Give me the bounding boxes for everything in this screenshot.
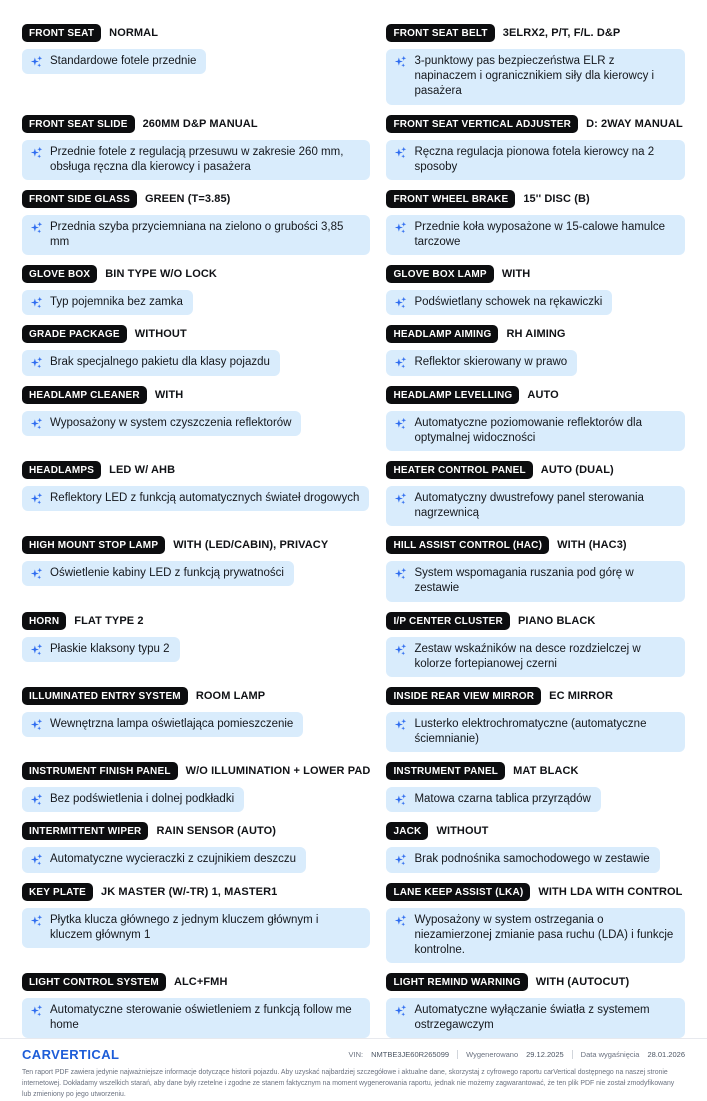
equipment-description-box [386, 486, 685, 526]
equipment-description-box [386, 350, 577, 375]
ai-sparkles-icon [30, 146, 43, 159]
equipment-item [22, 973, 370, 1038]
equipment-description-text: Automatyczny dwustrefowy panel sterowania nagrzewnicą [414, 491, 644, 520]
equipment-value: WITH (LED/CABIN), PRIVACY [173, 539, 329, 552]
equipment-value: FLAT TYPE 2 [74, 614, 144, 627]
equipment-description-text: Płytka klucza głównego z jednym kluczem głównym i kluczem głównym 1 [50, 913, 319, 941]
equipment-description-text: Typ pojemnika bez zamka [50, 296, 183, 309]
equipment-description-box [22, 49, 206, 74]
ai-sparkles-icon [394, 643, 407, 656]
equipment-item [22, 612, 370, 662]
equipment-value: 260MM D&P MANUAL [142, 117, 258, 130]
ai-sparkles-icon [30, 793, 43, 806]
ai-sparkles-icon [394, 567, 407, 580]
equipment-description-box [386, 998, 685, 1038]
equipment-value: AUTO [527, 388, 559, 401]
ai-sparkles-icon [394, 296, 407, 309]
equipment-label-badge: GRADE PACKAGE [22, 325, 127, 343]
equipment-value: GREEN (T=3.85) [144, 192, 231, 205]
ai-sparkles-icon [394, 55, 407, 68]
equipment-item [386, 190, 685, 255]
equipment-item-header [386, 973, 685, 991]
equipment-label-badge: HORN [22, 612, 66, 630]
meta-divider [457, 1050, 458, 1059]
equipment-label-badge: LIGHT REMIND WARNING [386, 973, 527, 991]
equipment-item-header [22, 386, 370, 404]
equipment-item [22, 190, 370, 255]
equipment-description-box [22, 140, 370, 180]
equipment-value: WITHOUT [134, 328, 187, 341]
equipment-description-box [386, 787, 600, 812]
equipment-description-text: Podświetlany schowek na rękawiczki [414, 296, 603, 309]
equipment-description-box [22, 486, 369, 511]
equipment-description-text: System wspomagania ruszania pod górę w zestawie [414, 567, 634, 595]
equipment-description-box [22, 290, 193, 315]
equipment-item [386, 461, 685, 526]
equipment-description-box [386, 561, 685, 601]
equipment-description-text: Automatyczne sterowanie oświetleniem z funkcją follow me home [50, 1004, 352, 1032]
equipment-description-box [386, 140, 685, 180]
equipment-description-box [22, 411, 301, 436]
equipment-item-header [386, 115, 685, 133]
equipment-item [386, 822, 685, 872]
equipment-value: WITH (AUTOCUT) [535, 976, 630, 989]
ai-sparkles-icon [394, 221, 407, 234]
equipment-description-text: Zestaw wskaźników na desce rozdzielczej w kolorze fortepianowej czerni [414, 642, 641, 670]
equipment-description-text: Automatyczne wycieraczki z czujnikiem deszczu [50, 853, 297, 866]
equipment-description-box [386, 637, 685, 677]
equipment-item-header [22, 190, 370, 208]
equipment-item [22, 883, 370, 948]
equipment-item [22, 325, 370, 375]
equipment-item-header [22, 265, 370, 283]
vin-value: NMTBE3JE60R265099 [371, 1050, 450, 1060]
ai-sparkles-icon [30, 1004, 43, 1017]
equipment-item-header [386, 325, 685, 343]
equipment-value: W/O ILLUMINATION + LOWER PAD [185, 765, 371, 778]
equipment-label-badge: ILLUMINATED ENTRY SYSTEM [22, 687, 188, 705]
equipment-description-box [22, 637, 180, 662]
equipment-label-badge: INSTRUMENT FINISH PANEL [22, 762, 178, 780]
equipment-value: D: 2WAY MANUAL [586, 117, 683, 130]
equipment-description-text: Ręczna regulacja pionowa fotela kierowcy na 2 sposoby [414, 145, 655, 173]
equipment-value: EC MIRROR [549, 689, 614, 702]
ai-sparkles-icon [394, 793, 407, 806]
equipment-label-badge: HIGH MOUNT STOP LAMP [22, 536, 165, 554]
equipment-label-badge: GLOVE BOX [22, 265, 97, 283]
equipment-description-text: Przednie koła wyposażone w 15-calowe hamulce tarczowe [414, 220, 666, 249]
ai-sparkles-icon [394, 914, 407, 927]
equipment-label-badge: JACK [386, 822, 428, 840]
equipment-value: LED W/ AHB [109, 463, 176, 476]
equipment-value: WITH [154, 388, 184, 401]
equipment-value: JK MASTER (W/-TR) 1, MASTER1 [101, 885, 278, 898]
equipment-item-header [386, 687, 685, 705]
equipment-item-header [386, 883, 685, 901]
equipment-item-header [22, 325, 370, 343]
equipment-label-badge: LIGHT CONTROL SYSTEM [22, 973, 166, 991]
equipment-description-text: Wyposażony w system czyszczenia reflektorów [50, 416, 292, 429]
report-meta [349, 1050, 685, 1059]
equipment-item [386, 115, 685, 180]
equipment-label-badge: INTERMITTENT WIPER [22, 822, 148, 840]
equipment-item-header [386, 24, 685, 42]
equipment-label-badge: FRONT SEAT SLIDE [22, 115, 135, 133]
equipment-label-badge: I/P CENTER CLUSTER [386, 612, 510, 630]
ai-sparkles-icon [394, 492, 407, 505]
equipment-item-header [22, 883, 370, 901]
equipment-description-text: Bez podświetlenia i dolnej podkładki [50, 793, 235, 806]
equipment-item [22, 536, 370, 586]
equipment-item [386, 612, 685, 677]
ai-sparkles-icon [30, 567, 43, 580]
equipment-description-box [386, 712, 685, 752]
equipment-label-badge: HEADLAMP LEVELLING [386, 386, 519, 404]
equipment-label-badge: FRONT WHEEL BRAKE [386, 190, 515, 208]
equipment-value: MAT BLACK [513, 765, 579, 778]
ai-sparkles-icon [394, 718, 407, 731]
equipment-description-box [22, 908, 370, 948]
equipment-item-header [22, 762, 370, 780]
ai-sparkles-icon [30, 853, 43, 866]
equipment-value: BIN TYPE W/O LOCK [105, 268, 217, 281]
equipment-label-badge: HEADLAMP AIMING [386, 325, 498, 343]
equipment-description-box [386, 215, 685, 255]
equipment-value: RAIN SENSOR (AUTO) [156, 825, 277, 838]
equipment-label-badge: FRONT SIDE GLASS [22, 190, 137, 208]
equipment-description-box [386, 908, 685, 964]
equipment-description-box [386, 290, 612, 315]
equipment-value: 15'' DISC (B) [523, 192, 590, 205]
footer-top-row [22, 1047, 685, 1062]
equipment-value: NORMAL [109, 27, 159, 39]
equipment-description-text: Lusterko elektrochromatyczne (automatyczne ściemnianie) [414, 717, 647, 746]
equipment-item-header [22, 687, 370, 705]
equipment-item [22, 265, 370, 315]
equipment-description-text: Przednie fotele z regulacją przesuwu w zakresie 260 mm, obsługa ręczna dla kierowcy i pasażera [50, 145, 344, 173]
equipment-description-text: Brak specjalnego pakietu dla klasy pojazdu [50, 356, 270, 369]
ai-sparkles-icon [30, 55, 43, 68]
ai-sparkles-icon [30, 718, 43, 731]
equipment-label-badge: FRONT SEAT BELT [386, 24, 494, 42]
equipment-item [22, 822, 370, 872]
equipment-item-header [386, 612, 685, 630]
equipment-description-box [22, 561, 294, 586]
equipment-item [22, 687, 370, 737]
equipment-item-header [386, 386, 685, 404]
equipment-item-header [386, 536, 685, 554]
equipment-item-header [22, 973, 370, 991]
equipment-label-badge: HILL ASSIST CONTROL (HAC) [386, 536, 549, 554]
equipment-description-text: Oświetlenie kabiny LED z funkcją prywatności [50, 567, 284, 580]
equipment-description-text: Wyposażony w system ostrzegania o niezamierzonej zmianie pasa ruchu (LDA) i funkcje kontrolne. [414, 913, 674, 956]
equipment-description-box [22, 787, 244, 812]
equipment-item [386, 973, 685, 1038]
equipment-label-badge: KEY PLATE [22, 883, 93, 901]
equipment-label-badge: FRONT SEAT [22, 24, 101, 42]
equipment-description-text: Matowa czarna tablica przyrządów [414, 793, 591, 806]
equipment-description-text: 3-punktowy pas bezpieczeństwa ELR z napinaczem i ogranicznikiem siły dla kierowcy i pasażera [414, 55, 655, 98]
equipment-value: WITHOUT [436, 825, 489, 838]
equipment-item-header [386, 190, 685, 208]
ai-sparkles-icon [394, 417, 407, 430]
expiry-label: Data wygaśnięcia [580, 1050, 640, 1060]
equipment-value: ROOM LAMP [195, 689, 266, 702]
equipment-item [386, 265, 685, 315]
equipment-item-header [386, 762, 685, 780]
equipment-item [386, 762, 685, 812]
equipment-value: PIANO BLACK [517, 614, 596, 627]
equipment-description-box [22, 350, 280, 375]
equipment-item-header [22, 822, 370, 840]
equipment-description-box [22, 998, 370, 1038]
equipment-value: AUTO (DUAL) [540, 463, 614, 476]
ai-sparkles-icon [30, 417, 43, 430]
generated-label: Wygenerowano [466, 1050, 519, 1060]
equipment-item [22, 24, 370, 74]
equipment-description-text: Reflektor skierowany w prawo [414, 356, 568, 369]
equipment-value: 3ELRX2, P/T, F/L. D&P [502, 27, 621, 39]
equipment-item-header [386, 461, 685, 479]
equipment-value: WITH LDA WITH CONTROL [538, 885, 683, 898]
equipment-description-box [386, 411, 685, 451]
ai-sparkles-icon [30, 914, 43, 927]
equipment-value: WITH [501, 268, 531, 281]
equipment-description-text: Reflektory LED z funkcją automatycznych świateł drogowych [50, 491, 360, 504]
ai-sparkles-icon [30, 296, 43, 309]
equipment-item [22, 461, 370, 511]
equipment-item-header [22, 115, 370, 133]
carvertical-logo: CARVERTICAL [22, 1047, 120, 1063]
equipment-label-badge: HEATER CONTROL PANEL [386, 461, 532, 479]
equipment-description-text: Automatyczne wyłączanie światła z systemem ostrzegawczym [414, 1004, 650, 1032]
generated-date: 29.12.2025 [526, 1050, 564, 1060]
equipment-description-text: Przednia szyba przyciemniana na zielono o grubości 3,85 mm [50, 220, 344, 249]
expiry-date: 28.01.2026 [647, 1050, 685, 1060]
equipment-description-text: Wewnętrzna lampa oświetlająca pomieszczenie [50, 717, 294, 730]
equipment-label-badge: FRONT SEAT VERTICAL ADJUSTER [386, 115, 578, 133]
ai-sparkles-icon [394, 1004, 407, 1017]
equipment-item-header [386, 265, 685, 283]
equipment-item [386, 687, 685, 752]
equipment-description-box [22, 847, 306, 872]
equipment-label-badge: HEADLAMPS [22, 461, 101, 479]
equipment-label-badge: HEADLAMP CLEANER [22, 386, 147, 404]
equipment-value: RH AIMING [506, 328, 566, 341]
equipment-description-text: Standardowe fotele przednie [50, 55, 197, 67]
equipment-item-header [22, 536, 370, 554]
equipment-label-badge: INSIDE REAR VIEW MIRROR [386, 687, 541, 705]
ai-sparkles-icon [30, 492, 43, 505]
equipment-description-box [386, 847, 659, 872]
ai-sparkles-icon [394, 853, 407, 866]
equipment-value: WITH (HAC3) [557, 539, 627, 552]
equipment-item-header [386, 822, 685, 840]
report-footer [0, 1038, 707, 1100]
equipment-item [22, 386, 370, 436]
equipment-item [22, 762, 370, 812]
ai-sparkles-icon [30, 356, 43, 369]
equipment-description-text: Brak podnośnika samochodowego w zestawie [414, 853, 650, 866]
equipment-item [22, 115, 370, 180]
vin-label: VIN: [348, 1050, 364, 1060]
equipment-value: ALC+FMH [173, 976, 228, 989]
equipment-label-badge: LANE KEEP ASSIST (LKA) [386, 883, 530, 901]
equipment-description-text: Automatyczne poziomowanie reflektorów dla optymalnej widoczności [414, 416, 642, 444]
equipment-item [386, 883, 685, 964]
equipment-description-box [22, 215, 370, 255]
disclaimer-text: Ten raport PDF zawiera jedynie najważniejsze informacje dotyczące historii pojazdu. Aby uzyskać najbardziej szczegółowe i aktualne dane, skorzystaj z cyfrowego raportu carVertical dostępnego na naszej stronie internetowej. Dokładamy wszelkich starań, aby dane były rzetelne i zgodne ze stanem faktycznym na moment wygenerowania raportu, jednak nie możemy zagwarantować, że ten plik PDF nie został zmodyfikowany lub zmieniony po jego utworzeniu. [22, 1069, 675, 1098]
equipment-item-header [22, 24, 370, 42]
ai-sparkles-icon [394, 356, 407, 369]
equipment-description-box [22, 712, 303, 737]
equipment-item [386, 325, 685, 375]
ai-sparkles-icon [30, 643, 43, 656]
equipment-item-header [22, 612, 370, 630]
equipment-item-header [22, 461, 370, 479]
equipment-item [386, 536, 685, 601]
ai-sparkles-icon [30, 221, 43, 234]
equipment-item [386, 386, 685, 451]
equipment-description-text: Płaskie klaksony typu 2 [50, 642, 170, 655]
equipment-label-badge: GLOVE BOX LAMP [386, 265, 493, 283]
ai-sparkles-icon [394, 146, 407, 159]
equipment-description-box [386, 49, 685, 105]
equipment-item [386, 24, 685, 105]
meta-divider [572, 1050, 573, 1059]
equipment-label-badge: INSTRUMENT PANEL [386, 762, 505, 780]
